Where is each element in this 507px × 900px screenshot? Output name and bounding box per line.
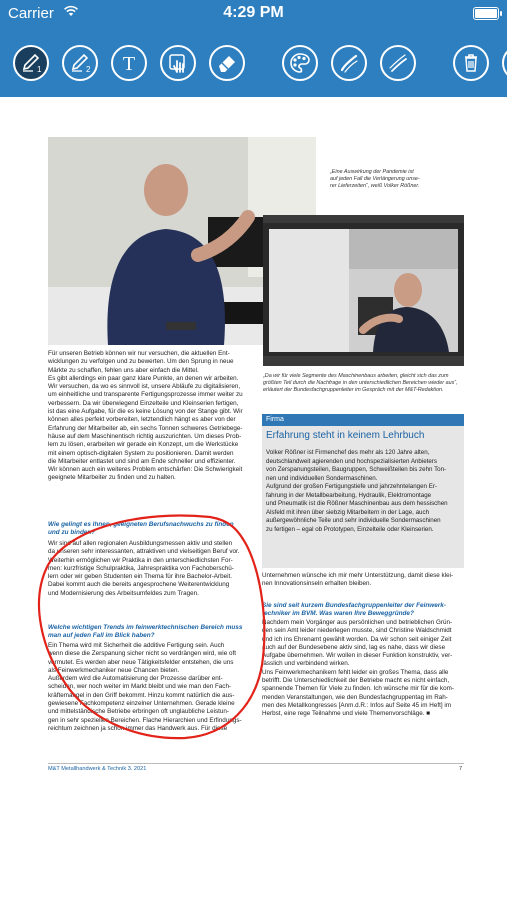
svg-text:1: 1 [37, 65, 42, 74]
info-box-text: Volker Rößner ist Firmenchef des mehr als 120 Jahre alten, deutschlandweit agierenden und hochspezialisierten Anbieters von Zerspanungsteilen, Baugruppen, Schweißteilen bis zehn Ton- nen und individuellen Sondermaschinen. Aufgrund der großen Fertigungstiefe und jahrzehntelangen Er- fahrung in der Metallbearbeitung, Hydraulik, Elektromontage und Pneumatik ist die Rößner Maschinenbau aus dem hessischen Alsfeld mit ihren über siebzig Mitarbeitern in der Lage, auch außergewöhnliche Teile und sehr individuelle Sondermaschinen zu fertigen – egal ob Prototypen, Einzelteile oder Kleinserien. [266, 449, 448, 533]
carrier-label: Carrier [8, 5, 54, 22]
info-box-label: Firma [262, 414, 464, 426]
left-paragraph-1: Für unseren Betrieb können wir nur versuchen, die aktuellen Ent- wicklungen zu verfolgen und zu bewerten. Um den Sprung in neue Märkte zu schaffen, fehlen uns aber einfach die Mittel. Es gibt allerdings ein paar ganz klare Punkte, an denen wir arbeiten. Wir versuchen, da wo es sinnvoll ist, unsere Abläufe zu digitalisieren, um einheitliche und transparente Fertigungsprozesse immer weiter zu verbessern. Da wir überwiegend Einzelteile und Kleinserien fertigen, ist das eine Aufgabe, für die es keine Lösung von der Stange gibt. Wir können alles perfekt vorbereiten, letztendlich hängt es aber von der Erfahrung der Mitarbeiter ab, ein sechs Tonnen schweres Getriebege- häuse auf dem Maschinentisch richtig auszurichten. Um dieses Prob- lem zu lösen, erarbeiten wir gerade ein Konzept, um die Werkstücke mit einem optisch-digitalen System zu positionieren. Damit werden die Mitarbeiter entlastet und sind am Ende schneller und effizienter. Wir können auch ein weiteres Problem entschärfen: Die Schwierigkeit geeignete Mitarbeiter zu finden und zu halten. [48, 350, 243, 482]
caption-right: „Eine Auswirkung der Pandemie ist auf jeden Fall die Verlängerung unse- rer Lieferzeiten“, weiß Volker Rößner. [330, 169, 420, 190]
left-question-1: Wie gelingt es Ihnen, geeigneten Berufsnachwuchs zu finden und zu binden? [48, 521, 234, 537]
info-box-title: Erfahrung steht in keinem Lehrbuch [266, 430, 425, 441]
left-paragraph-3: Ein Thema wird mit Sicherheit die additive Fertigung sein. Auch wenn diese die Zerspanung sicher nicht so verdrängen wird, wie oft vermutet. Es werden aber neue Tätigkeitsfelder entstehen, die uns als Feinwerkmechaniker neue Chancen bieten. Außerdem wird die Automatisierung der Prozesse darüber ent- scheiden, wer noch weiter im Markt bleibt und wie man den Fach- kräftemangel in den Griff bekommt. Hinzu kommt natürlich die aus- gewiesene Fachkompetenz einzelner Unternehmen. Gerade kleine und mittelständische Betriebe erbringen oft unglaubliche Leistun- gen in sehr speziellen Bereichen. Flache Hierarchien und Erfindungs- reichtum zeichnen ja schon immer das Handwerk aus. Für diese [48, 642, 242, 732]
left-question-2: Welche wichtigen Trends im feinwerktechnischen Bereich muss man auf jeden Fall im Blick haben? [48, 624, 243, 640]
svg-text:T: T [122, 53, 136, 75]
footer-brand: M&T Metallhandwerk & Technik 3. 2021 [48, 766, 147, 772]
left-paragraph-2: Wir sind auf allen regionalen Ausbildungsmessen aktiv und stellen da unseren sehr interessanten, attraktiven und vielseitigen Beruf vor. Weiterhin ermöglichen wir Praktika in den unterschiedlichsten For- men: kurzfristige Schulpraktika, Jahrespraktika von Fachoberschü- lern oder wir geben Studenten ein Thema für ihre Bachelor-Arbeit. Dabei kommt auch die bereits angesprochene Weiterentwicklung und Modernisierung des Arbeitsumfeldes zum Tragen. [48, 540, 240, 597]
clock: 4:29 PM [223, 4, 284, 21]
right-question-1: Sie sind seit kurzem Bundesfachgruppenleiter der Feinwerk- techniker im BVM. Was waren Ihre Beweggründe? [262, 602, 446, 618]
right-paragraph-2: Nachdem mein Vorgänger aus persönlichen und betrieblichen Grün- den sein Amt leider niederlegen musste, sind Christine Waldschmidt und ich ins Ehrenamt gewählt worden. Da wir schon seit einiger Zeit auch auf der Bundesebene aktiv sind, lag es nahe, dass wir diese Aufgabe übernehmen. Wir wollen in dieser Funktion konstruktiv, ver- lässlich und verbindend wirken. Uns Feinwerkmechanikern fehlt leider ein großes Thema, dass alle betrifft. Die Unterschiedlichkeit der Betriebe macht es nicht einfach, spannende Themen für Viele zu finden. Ich wünsche mir für die kom- menden Veranstaltungen, wie den Bundesfachgruppentag im Rah- men des Metallkongresses [Anm.d.R.: Infos auf Seite 45 im Heft] im Herbst, eine rege Teilnahme und viele Themenvorschläge. ■ [262, 619, 454, 718]
page-number: 7 [459, 766, 463, 772]
svg-text:2: 2 [86, 65, 91, 74]
right-paragraph-1: Unternehmen wünsche ich mir mehr Unterstützung, damit diese klei- nen Innovationsinseln erhalten bleiben. [262, 572, 454, 588]
caption-lower: „Da wir für viele Segmente des Maschinenbaus arbeiten, gleicht sich das zum größten Teil durch die Nachfrage in den unterschiedlichen Bereichen wieder aus“, erläutert der Bundesfachgruppenleiter im Gespräch mit der M&T-Redaktion. [263, 373, 458, 394]
